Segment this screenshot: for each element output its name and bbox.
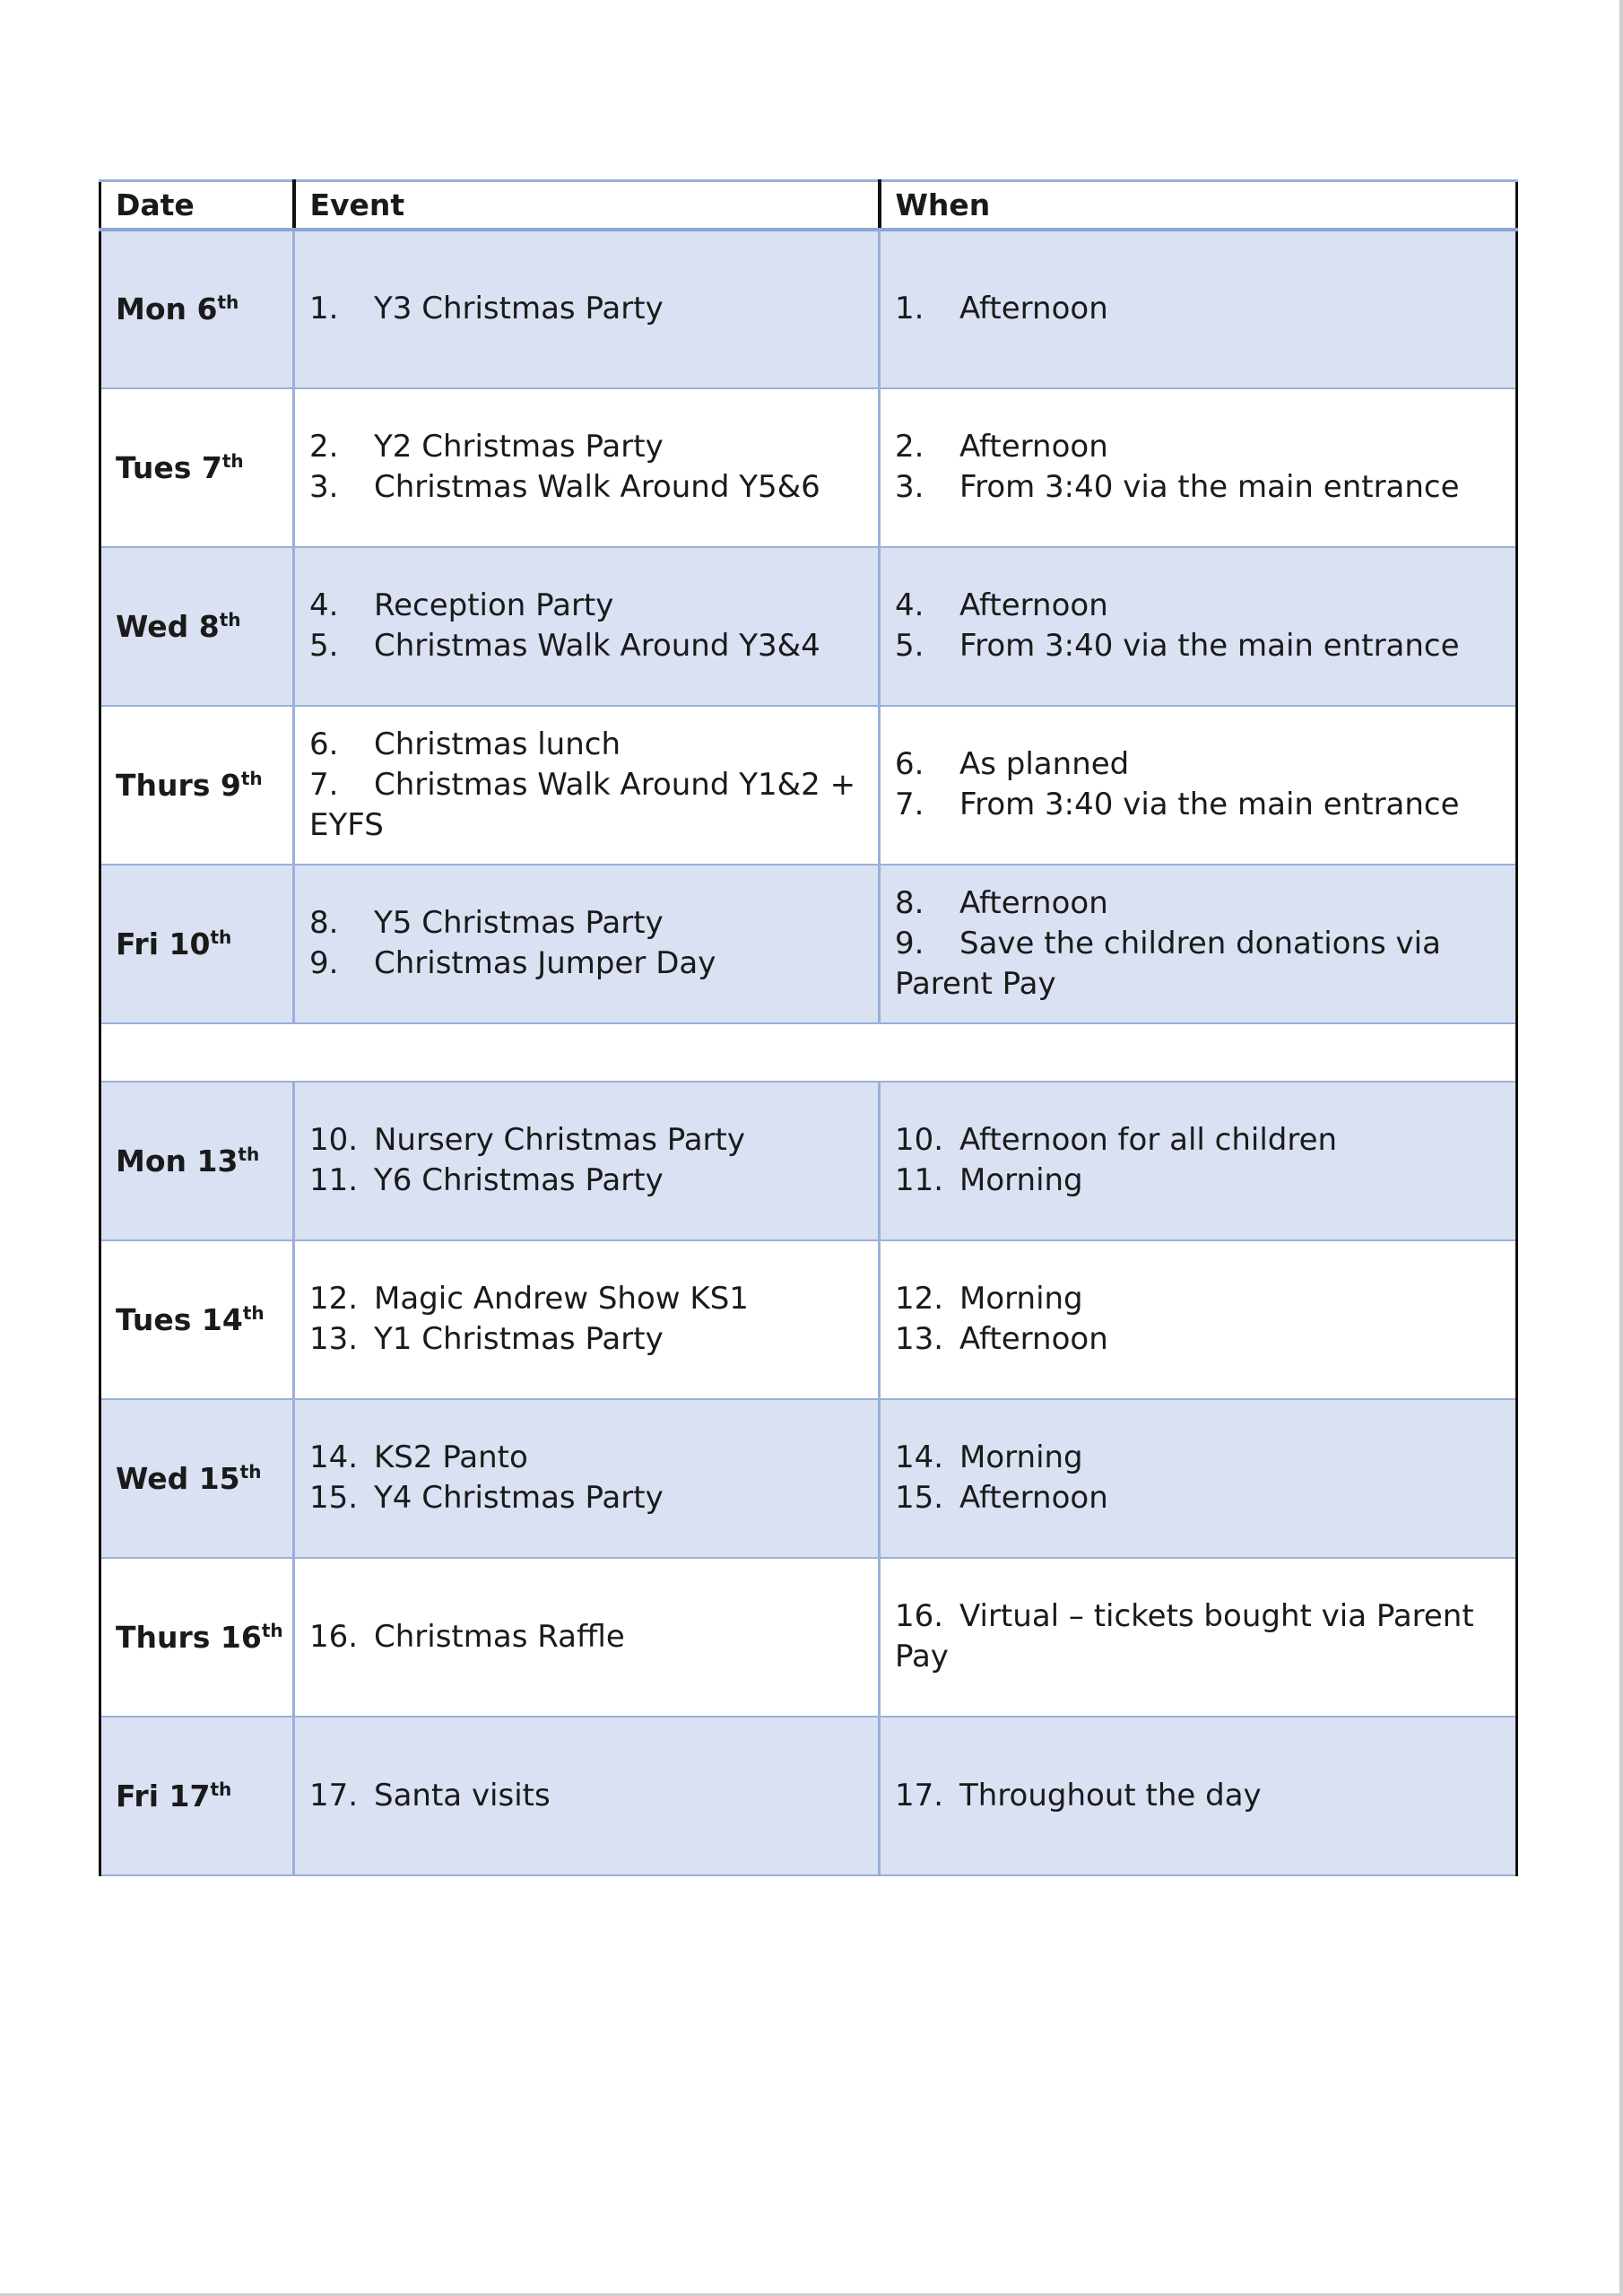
item-number: 9.	[895, 925, 924, 961]
when-cell	[880, 1240, 1517, 1399]
list-item	[895, 883, 1501, 924]
item-text: Christmas lunch	[374, 726, 621, 762]
table-row	[100, 865, 1517, 1023]
item-number: 13.	[895, 1321, 944, 1357]
item-text: Afternoon	[959, 429, 1108, 465]
list-item	[309, 289, 864, 329]
date-suffix: th	[238, 1143, 260, 1165]
date-day: Wed 8	[116, 608, 220, 644]
list-item	[309, 1279, 864, 1319]
item-text: Save the children donations via Parent Pay	[895, 925, 1441, 1002]
item-text: Afternoon	[959, 1321, 1108, 1357]
list-item	[895, 744, 1501, 785]
date-day: Tues 7	[116, 449, 222, 485]
when-cell	[880, 706, 1517, 865]
list-item	[895, 289, 1501, 329]
list-item	[309, 1120, 864, 1161]
table-body	[100, 230, 1517, 1875]
event-cell	[294, 706, 880, 865]
list-item	[309, 1478, 864, 1518]
list-item	[309, 765, 864, 846]
item-text: Morning	[959, 1439, 1083, 1475]
date-suffix: th	[219, 608, 241, 631]
event-cell	[294, 1717, 880, 1875]
list-item	[895, 427, 1501, 467]
list-item	[309, 725, 864, 765]
date-cell	[100, 1240, 294, 1399]
item-text: Virtual – tickets bought via Parent Pay	[895, 1598, 1474, 1674]
item-text: Afternoon	[959, 291, 1108, 326]
item-number: 4.	[895, 587, 924, 623]
item-number: 6.	[309, 726, 339, 762]
item-number: 17.	[895, 1777, 944, 1813]
event-cell	[294, 1082, 880, 1240]
date-cell	[100, 706, 294, 865]
header-when: When	[880, 181, 1517, 230]
list-item	[309, 1438, 864, 1478]
event-cell	[294, 230, 880, 388]
table-row	[100, 547, 1517, 706]
list-item	[309, 1617, 864, 1657]
list-item	[895, 1776, 1501, 1816]
date-cell	[100, 1082, 294, 1240]
item-number: 9.	[309, 945, 339, 981]
item-number: 12.	[895, 1281, 944, 1317]
events-table	[99, 179, 1518, 1876]
item-text: Y5 Christmas Party	[374, 905, 664, 941]
date-suffix: th	[242, 1301, 265, 1324]
item-text: Morning	[959, 1281, 1083, 1317]
list-item	[895, 1438, 1501, 1478]
list-item	[309, 427, 864, 467]
when-cell	[880, 230, 1517, 388]
list-item	[309, 467, 864, 508]
list-item	[895, 586, 1501, 626]
item-text: Christmas Walk Around Y3&4	[374, 628, 820, 664]
item-text: Christmas Jumper Day	[374, 945, 716, 981]
date-day: Fri 17	[116, 1778, 211, 1813]
when-cell	[880, 388, 1517, 547]
item-text: Afternoon	[959, 1480, 1108, 1516]
date-day: Tues 14	[116, 1301, 243, 1337]
event-cell	[294, 1399, 880, 1558]
item-text: Y1 Christmas Party	[374, 1321, 664, 1357]
item-number: 2.	[895, 429, 924, 465]
item-text: Christmas Walk Around Y5&6	[374, 469, 820, 505]
item-number: 5.	[309, 628, 339, 664]
date-suffix: th	[217, 291, 239, 313]
item-number: 4.	[309, 587, 339, 623]
item-text: Christmas Walk Around Y1&2 + EYFS	[309, 766, 856, 843]
item-text: Y3 Christmas Party	[374, 291, 664, 326]
item-text: Throughout the day	[959, 1777, 1262, 1813]
when-cell	[880, 1399, 1517, 1558]
item-text: Magic Andrew Show KS1	[374, 1281, 749, 1317]
header-row	[100, 181, 1517, 230]
when-cell	[880, 1558, 1517, 1717]
table-row	[100, 1558, 1517, 1717]
item-number: 8.	[309, 905, 339, 941]
table-row	[100, 706, 1517, 865]
item-number: 16.	[309, 1618, 359, 1655]
item-number: 16.	[895, 1598, 944, 1634]
item-number: 7.	[309, 766, 339, 803]
item-number: 11.	[309, 1162, 359, 1198]
list-item	[895, 1279, 1501, 1319]
item-text: Morning	[959, 1162, 1083, 1198]
item-text: From 3:40 via the main entrance	[959, 787, 1460, 822]
list-item	[895, 785, 1501, 825]
when-cell	[880, 1082, 1517, 1240]
date-cell	[100, 1558, 294, 1717]
item-number: 5.	[895, 628, 924, 664]
item-number: 10.	[309, 1122, 359, 1158]
list-item	[895, 1319, 1501, 1360]
date-day: Mon 13	[116, 1143, 239, 1178]
item-number: 6.	[895, 746, 924, 782]
header-date: Date	[100, 181, 294, 230]
header-event: Event	[294, 181, 880, 230]
item-number: 15.	[309, 1480, 359, 1516]
list-item	[895, 626, 1501, 666]
date-suffix: th	[221, 449, 244, 472]
date-day: Thurs 9	[116, 767, 241, 803]
date-suffix: th	[261, 1619, 283, 1641]
item-text: Reception Party	[374, 587, 614, 623]
item-text: Afternoon	[959, 587, 1108, 623]
item-text: Santa visits	[374, 1777, 551, 1813]
item-number: 14.	[309, 1439, 359, 1475]
list-item	[895, 1478, 1501, 1518]
list-item	[309, 626, 864, 666]
week-separator-row	[100, 1023, 1517, 1082]
date-cell	[100, 1717, 294, 1875]
when-cell	[880, 547, 1517, 706]
date-cell	[100, 1399, 294, 1558]
date-suffix: th	[210, 926, 232, 948]
item-text: Afternoon	[959, 884, 1108, 921]
item-text: Christmas Raffle	[374, 1618, 625, 1655]
item-text: From 3:40 via the main entrance	[959, 469, 1460, 505]
item-number: 1.	[895, 291, 924, 326]
item-number: 15.	[895, 1480, 944, 1516]
item-number: 3.	[309, 469, 339, 505]
item-text: Y4 Christmas Party	[374, 1480, 664, 1516]
date-cell	[100, 388, 294, 547]
list-item	[309, 586, 864, 626]
table-row	[100, 1240, 1517, 1399]
item-number: 12.	[309, 1281, 359, 1317]
list-item	[309, 1776, 864, 1816]
date-cell	[100, 547, 294, 706]
list-item	[895, 1161, 1501, 1201]
item-text: KS2 Panto	[374, 1439, 528, 1475]
list-item	[309, 1319, 864, 1360]
date-suffix: th	[210, 1778, 232, 1800]
list-item	[895, 1120, 1501, 1161]
item-number: 1.	[309, 291, 339, 326]
date-day: Mon 6	[116, 291, 218, 326]
date-suffix: th	[239, 1460, 262, 1483]
date-day: Thurs 16	[116, 1619, 262, 1655]
when-cell	[880, 1717, 1517, 1875]
event-cell	[294, 1240, 880, 1399]
event-cell	[294, 865, 880, 1023]
week-separator	[100, 1023, 1517, 1082]
item-number: 3.	[895, 469, 924, 505]
event-cell	[294, 547, 880, 706]
item-text: Y6 Christmas Party	[374, 1162, 664, 1198]
event-cell	[294, 388, 880, 547]
page-edge-right	[1619, 0, 1623, 2296]
item-number: 17.	[309, 1777, 359, 1813]
date-suffix: th	[240, 767, 263, 789]
table-row	[100, 388, 1517, 547]
item-number: 11.	[895, 1162, 944, 1198]
list-item	[309, 903, 864, 944]
table-row	[100, 1399, 1517, 1558]
list-item	[895, 467, 1501, 508]
item-text: As planned	[959, 746, 1130, 782]
date-cell	[100, 865, 294, 1023]
item-text: Afternoon for all children	[959, 1122, 1338, 1158]
list-item	[309, 1161, 864, 1201]
item-number: 2.	[309, 429, 339, 465]
list-item	[895, 924, 1501, 1004]
list-item	[895, 1596, 1501, 1677]
list-item	[309, 944, 864, 984]
date-day: Wed 15	[116, 1460, 240, 1496]
date-cell	[100, 230, 294, 388]
date-day: Fri 10	[116, 926, 211, 961]
event-cell	[294, 1558, 880, 1717]
table-row	[100, 1717, 1517, 1875]
item-text: Nursery Christmas Party	[374, 1122, 745, 1158]
item-number: 10.	[895, 1122, 944, 1158]
item-number: 7.	[895, 787, 924, 822]
table-row	[100, 1082, 1517, 1240]
item-number: 8.	[895, 884, 924, 921]
item-number: 14.	[895, 1439, 944, 1475]
when-cell	[880, 865, 1517, 1023]
item-text: Y2 Christmas Party	[374, 429, 664, 465]
table-row	[100, 230, 1517, 388]
item-text: From 3:40 via the main entrance	[959, 628, 1460, 664]
item-number: 13.	[309, 1321, 359, 1357]
